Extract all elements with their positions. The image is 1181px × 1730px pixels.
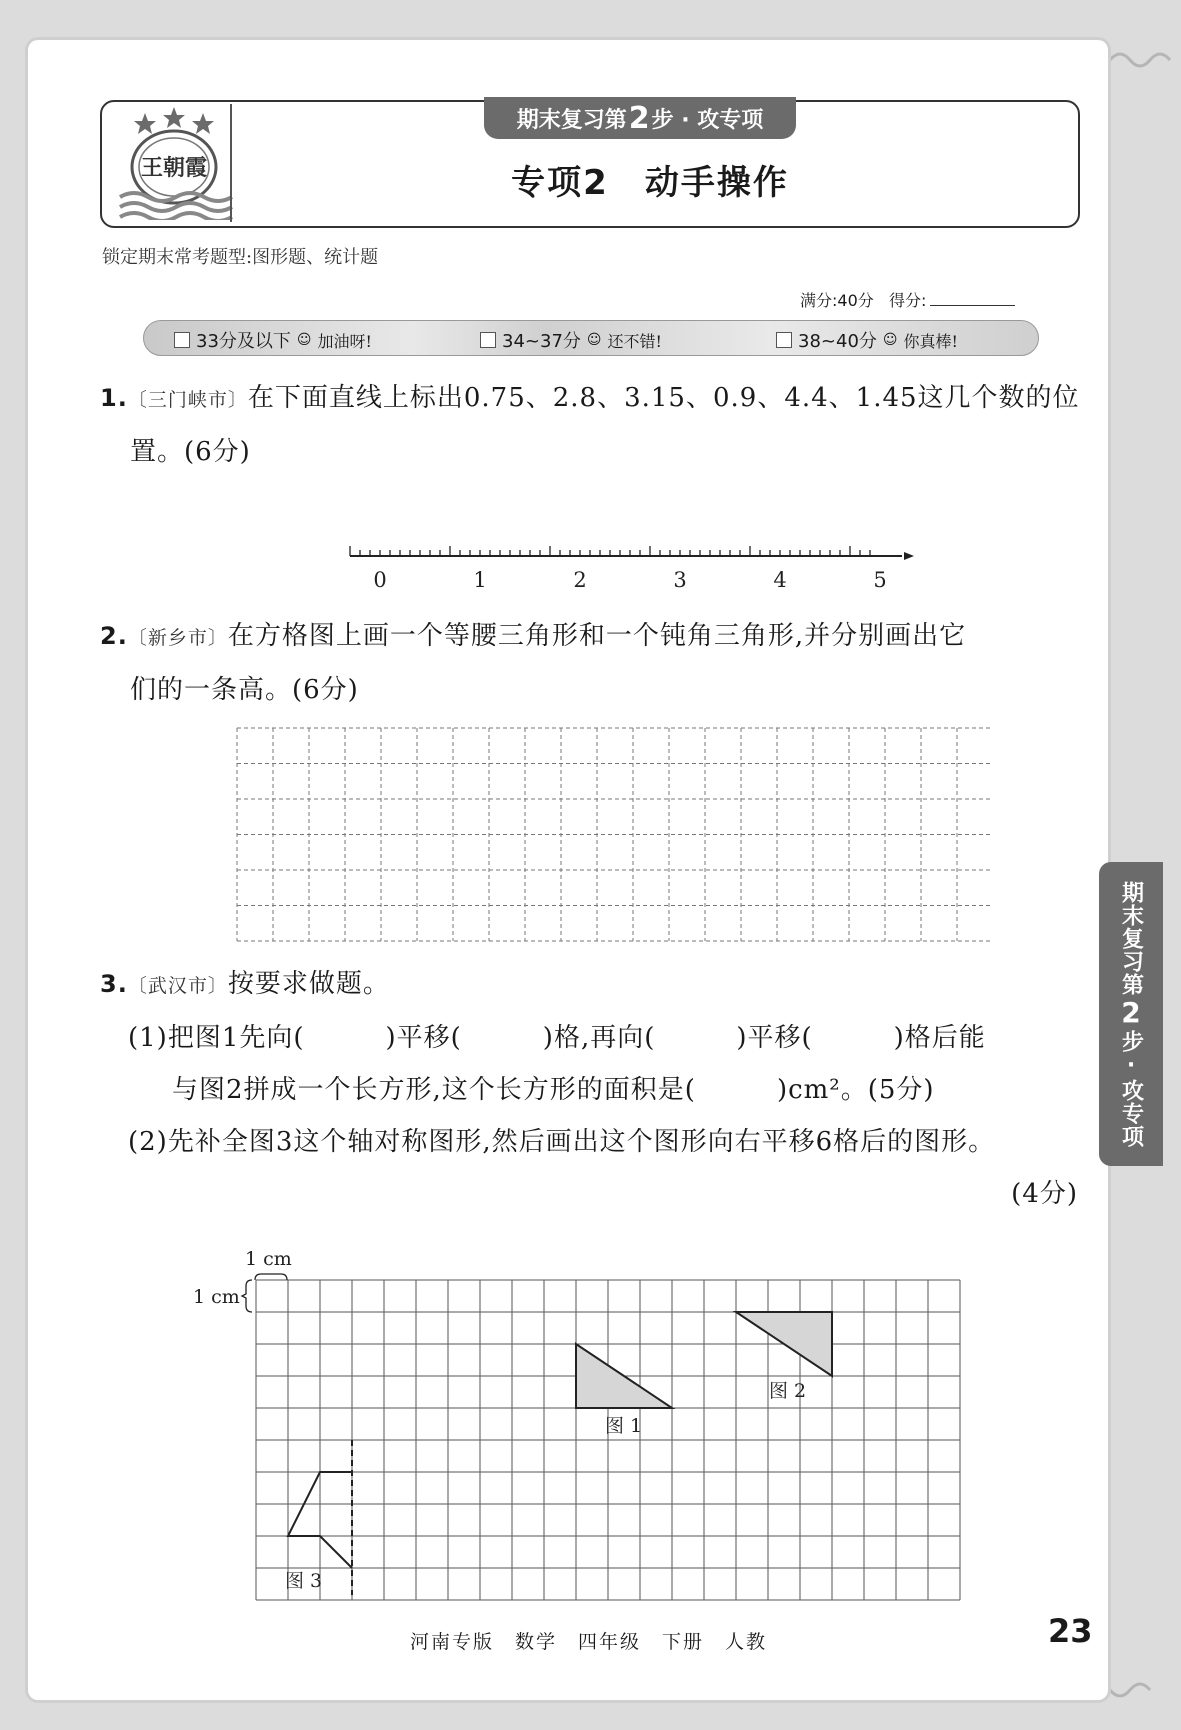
banner-step: 2 [628,100,650,136]
brand-logo [115,105,233,220]
question-1 [100,372,1090,478]
question-text: 置。(6分) [130,437,251,467]
rating-range: 38~40分 [798,331,877,352]
figure-1-label: 图 1 [605,1415,643,1437]
question-text: 们的一条高。(6分) [130,675,359,705]
rating-range: 33分及以下 [196,331,291,352]
tick-label: 0 [373,568,387,592]
rating-checkbox[interactable] [480,332,496,348]
question-source: 〔新乡市〕 [127,627,228,649]
unit-label-vertical: 1 cm [193,1286,240,1308]
banner-prefix: 期末复习第 [516,107,627,133]
question-part-2: (2)先补全图3这个轴对称图形,然后画出这个图形向右平移6格后的图形。 [128,1127,996,1157]
question-text: 按要求做题。 [227,969,390,999]
full-score: 满分:40分 [800,291,874,310]
smiley-icon: ☺ [882,332,898,348]
question-text: 在下面直线上标出0.75、2.8、3.15、0.9、4.4、1.45这几个数的位 [247,383,1080,413]
figure-2-label: 图 2 [769,1380,807,1402]
tick-label: 1 [473,568,487,592]
question-source: 〔三门峡市〕 [127,389,248,411]
side-tab-prefix: 期末复习第 [1118,880,1144,996]
rating-item [480,327,662,353]
question-number: 2. [100,622,128,650]
smiley-icon: ☺ [296,332,312,348]
rating-checkbox[interactable] [776,332,792,348]
rating-cheer: 加油呀! [317,331,372,351]
question-2 [100,610,1090,716]
page-title: 专项2 动手操作 [511,163,789,203]
question-number: 1. [100,384,128,412]
rating-cheer: 你真棒! [903,331,958,351]
number-line [340,540,920,600]
figure-3-label: 图 3 [285,1570,323,1592]
footer-info: 河南专版 数学 四年级 下册 人教 [410,1631,768,1653]
question-source: 〔武汉市〕 [127,975,228,997]
rating-range: 34~37分 [502,331,581,352]
rating-checkbox[interactable] [174,332,190,348]
question-part-2-score: (4分) [1011,1179,1078,1209]
question-3 [100,958,1090,1220]
unit-brace-horizontal [255,1274,287,1280]
unit-brace-vertical [242,1280,252,1312]
question-text: 在方格图上画一个等腰三角形和一个钝角三角形,并分别画出它 [227,621,967,651]
rating-cheer: 还不错! [607,331,662,351]
page-number: 23 [1048,1612,1093,1650]
svg-text:王朝霞: 王朝霞 [140,155,208,181]
got-score-label: 得分: [889,291,927,310]
score-blank[interactable] [930,305,1015,306]
topic-line: 锁定期末常考题型:图形题、统计题 [102,247,379,268]
tick-label: 4 [773,568,787,592]
question-part-1: (1)把图1先向( )平移( )格,再向( )平移( )格后能 [128,1023,986,1053]
tick-label: 5 [873,568,887,592]
banner-suffix: 步 · 攻专项 [651,107,764,133]
rating-band [143,320,1039,356]
rating-item [174,327,372,353]
side-tab-step: 2 [1114,995,1148,1030]
step-banner [484,97,796,139]
square-grid[interactable] [185,1245,975,1605]
question-part-1-cont: 与图2拼成一个长方形,这个长方形的面积是( )cm²。(5分) [172,1075,935,1105]
smiley-icon: ☺ [586,332,602,348]
score-line [800,288,1015,311]
tick-label: 3 [673,568,687,592]
dashed-grid[interactable] [236,727,992,947]
side-tab-suffix: 步·攻专项 [1118,1029,1144,1148]
side-tab [1099,862,1163,1166]
unit-label-horizontal: 1 cm [245,1248,292,1270]
rating-item [776,327,958,353]
question-number: 3. [100,970,128,998]
logo-divider [230,104,232,222]
tick-label: 2 [573,568,587,592]
